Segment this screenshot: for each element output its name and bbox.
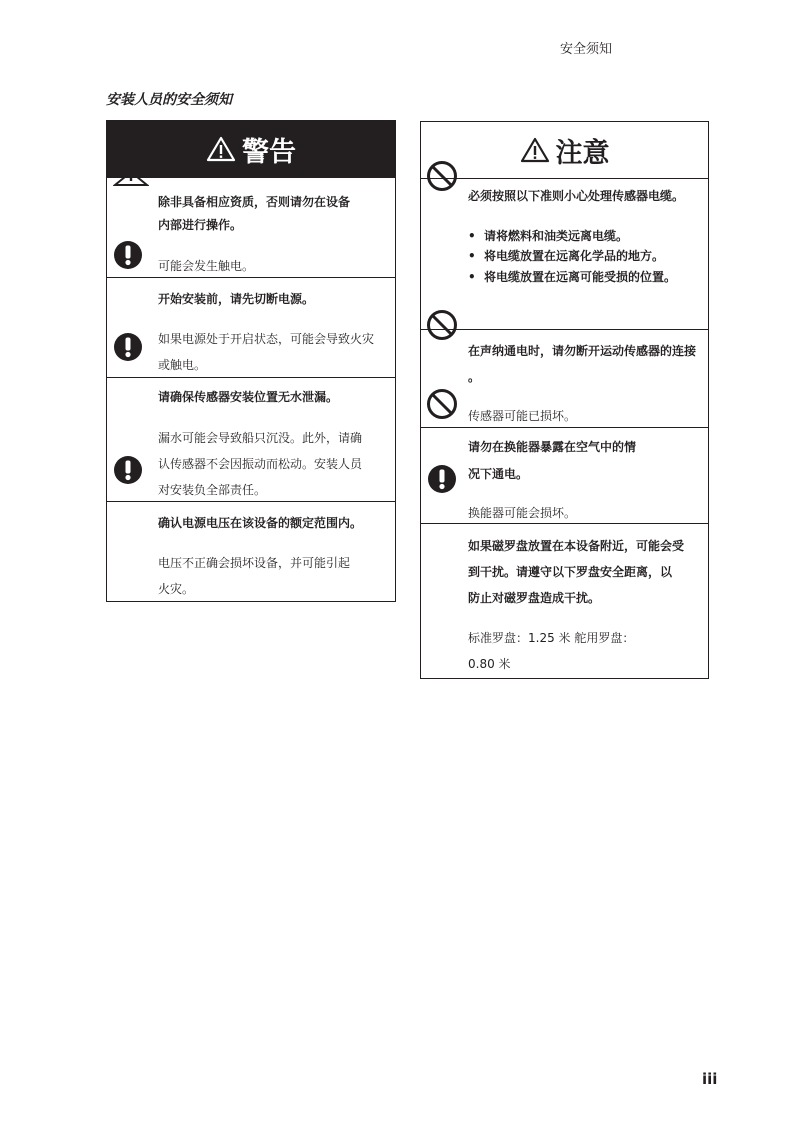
caution-row-heading: 。 bbox=[468, 370, 481, 384]
warning-row-heading: 确认电源电压在该设备的额定范围内。 bbox=[158, 516, 363, 530]
page-number: iii bbox=[702, 1070, 718, 1088]
caution-row-body: 传感器可能已损坏。 bbox=[468, 409, 577, 423]
warning-row-body: 电压不正确会损坏设备，并可能引起 bbox=[158, 556, 351, 570]
caution-bullet: • 请将燃料和油类远离电缆。 bbox=[468, 229, 629, 243]
warning-title: 警告 bbox=[242, 136, 296, 168]
warning-row-heading: 请确保传感器安装位置无水泄漏。 bbox=[158, 390, 339, 404]
warning-triangle-icon bbox=[206, 136, 236, 162]
warning-row-heading: 开始安装前，请先切断电源。 bbox=[158, 292, 315, 306]
warning-row bbox=[107, 378, 395, 502]
page-header: 安全须知 bbox=[560, 42, 613, 57]
caution-row-heading: 况下通电。 bbox=[468, 467, 529, 481]
warning-row-heading: 内部进行操作。 bbox=[158, 218, 243, 232]
caution-row-heading: 防止对磁罗盘造成干扰。 bbox=[468, 591, 601, 605]
prohibition-icon bbox=[426, 388, 458, 420]
caution-row-heading: 如果磁罗盘放置在本设备附近，可能会受 bbox=[468, 539, 685, 553]
warning-row-body: 对安装负全部责任。 bbox=[158, 483, 267, 497]
warning-header bbox=[107, 121, 395, 178]
caution-bullet: • 将电缆放置在远离可能受损的位置。 bbox=[468, 270, 677, 284]
warning-row-body: 火灾。 bbox=[158, 582, 195, 596]
warning-row bbox=[107, 278, 395, 378]
warning-row bbox=[107, 178, 395, 278]
warning-row-body: 如果电源处于开启状态，可能会导致火灾 bbox=[158, 332, 375, 346]
caution-row bbox=[421, 428, 708, 524]
exclamation-icon bbox=[113, 455, 143, 485]
warning-row-body: 认传感器不会因振动而松动。安装人员 bbox=[158, 457, 363, 471]
exclamation-icon bbox=[113, 240, 143, 270]
caution-title: 注意 bbox=[555, 137, 610, 169]
warning-row bbox=[107, 502, 395, 601]
warning-row-body: 可能会发生触电。 bbox=[158, 259, 255, 273]
caution-header bbox=[421, 122, 708, 179]
caution-row bbox=[421, 330, 708, 428]
caution-row bbox=[421, 179, 708, 330]
warning-row-heading: 除非具备相应资质，否则请勿在设备 bbox=[158, 195, 351, 209]
caution-bullet: • 将电缆放置在远离化学品的地方。 bbox=[468, 249, 665, 263]
caution-row bbox=[421, 524, 708, 678]
warning-triangle-partial-icon bbox=[113, 172, 149, 186]
exclamation-icon bbox=[427, 464, 457, 494]
caution-row-body: 0.80 米 bbox=[468, 657, 511, 671]
caution-box bbox=[420, 121, 709, 679]
caution-row-heading: 必须按照以下准则小心处理传感器电缆。 bbox=[468, 189, 685, 203]
caution-row-heading: 在声纳通电时，请勿断开运动传感器的连接 bbox=[468, 344, 697, 358]
caution-row-body: 换能器可能会损坏。 bbox=[468, 506, 577, 520]
caution-row-heading: 到干扰。请遵守以下罗盘安全距离，以 bbox=[468, 565, 673, 579]
warning-box bbox=[106, 120, 396, 602]
caution-row-heading: 请勿在换能器暴露在空气中的情 bbox=[468, 440, 637, 454]
exclamation-icon bbox=[113, 332, 143, 362]
caution-row-body: 标准罗盘：1.25 米 舵用罗盘： bbox=[468, 631, 635, 645]
caution-triangle-icon bbox=[520, 137, 550, 163]
warning-row-body: 或触电。 bbox=[158, 358, 207, 372]
warning-row-body: 漏水可能会导致船只沉没。此外，请确 bbox=[158, 431, 363, 445]
section-title: 安装人员的安全须知 bbox=[106, 92, 232, 108]
